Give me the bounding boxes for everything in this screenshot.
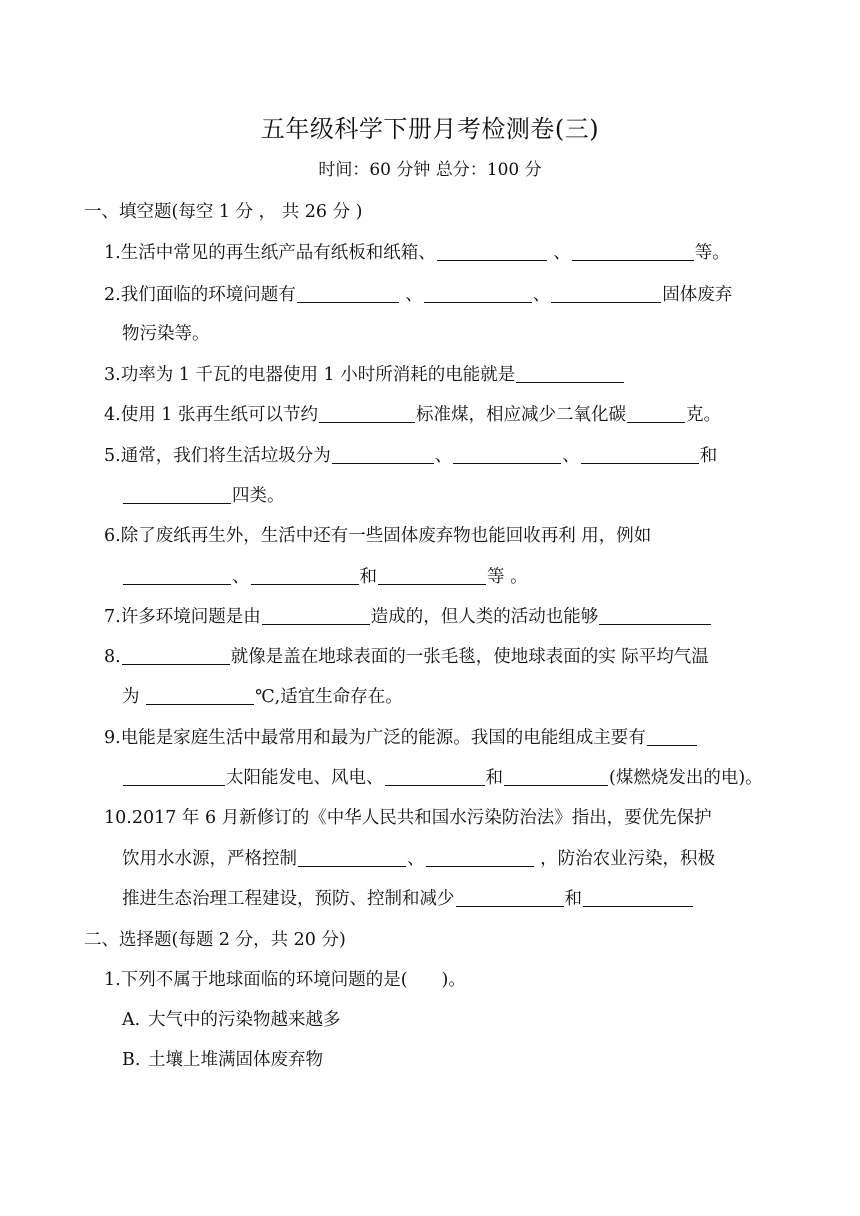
- answer-blank[interactable]: [123, 564, 231, 585]
- question-5: 5.通常，我们将生活垃圾分为 、 、 和: [104, 442, 717, 470]
- answer-blank[interactable]: [599, 604, 711, 625]
- answer-blank[interactable]: [123, 765, 225, 786]
- answer-blank[interactable]: [332, 443, 434, 464]
- answer-blank[interactable]: [647, 725, 697, 746]
- exam-info: 时间：60 分钟 总分：100 分: [318, 160, 542, 180]
- section-heading-fill-blank: 一、填空题(每空 1 分 ， 共 26 分 ): [84, 202, 363, 222]
- question-7: 7.许多环境问题是由 造成的，但人类的活动也能够: [104, 603, 712, 631]
- question-9: 9.电能是家庭生活中最常用和最为广泛的能源。我国的电能组成主要有: [104, 724, 698, 752]
- answer-blank[interactable]: [437, 240, 547, 261]
- answer-blank[interactable]: [572, 240, 694, 261]
- choice-question-1: 1.下列不属于地球面临的环境问题的是( )。: [104, 970, 466, 990]
- answer-blank[interactable]: [262, 604, 370, 625]
- question-10-continued-1: 饮用水水源，严格控制 、 ，防治农业污染，积极: [122, 845, 715, 873]
- answer-blank[interactable]: [122, 644, 230, 665]
- answer-blank[interactable]: [424, 282, 532, 303]
- answer-blank[interactable]: [251, 564, 359, 585]
- page-title: 五年级科学下册月考检测卷(三): [260, 115, 600, 143]
- option-b[interactable]: B. 土壤上堆满固体废弃物: [122, 1050, 323, 1070]
- answer-blank[interactable]: [627, 402, 685, 423]
- question-2-continued: 物污染等。: [122, 324, 210, 344]
- question-6-continued: 、 和 等 。: [122, 563, 528, 591]
- answer-blank[interactable]: [516, 362, 624, 383]
- question-3: 3.功率为 1 千瓦的电器使用 1 小时所消耗的电能就是: [104, 361, 625, 389]
- answer-blank[interactable]: [581, 443, 699, 464]
- question-10-continued-2: 推进生态治理工程建设，预防、控制和减少 和: [122, 885, 694, 913]
- answer-blank[interactable]: [453, 443, 561, 464]
- question-1: 1.生活中常见的再生纸产品有纸板和纸箱、 、 等。: [104, 239, 730, 267]
- question-6: 6.除了废纸再生外，生活中还有一些固体废弃物也能回收再利 用，例如: [104, 526, 652, 546]
- answer-blank[interactable]: [385, 765, 485, 786]
- answer-blank[interactable]: [123, 483, 231, 504]
- answer-blank[interactable]: [583, 886, 693, 907]
- question-9-continued: 太阳能发电、风电、 和 (煤燃烧发出的电)。: [122, 764, 763, 792]
- question-2: 2.我们面临的环境问题有 、 、 固体废弃: [104, 281, 732, 309]
- answer-blank[interactable]: [297, 282, 399, 303]
- option-a[interactable]: A. 大气中的污染物越来越多: [122, 1010, 341, 1030]
- answer-blank[interactable]: [378, 564, 486, 585]
- answer-blank[interactable]: [298, 846, 406, 867]
- question-8: 8. 就像是盖在地球表面的一张毛毯，使地球表面的实 际平均气温: [104, 643, 709, 671]
- answer-blank[interactable]: [456, 886, 564, 907]
- question-8-continued: 为 ℃,适宜生命存在。: [122, 683, 403, 711]
- answer-blank[interactable]: [426, 846, 534, 867]
- answer-blank[interactable]: [504, 765, 608, 786]
- answer-blank[interactable]: [551, 282, 661, 303]
- answer-blank[interactable]: [146, 684, 254, 705]
- question-5-continued: 四类。: [122, 482, 285, 510]
- question-4: 4.使用 1 张再生纸可以节约 标准煤，相应减少二氧化碳 克。: [104, 401, 721, 429]
- section-heading-multiple-choice: 二、选择题(每题 2 分，共 20 分): [84, 930, 346, 950]
- question-10: 10.2017 年 6 月新修订的《中华人民共和国水污染防治法》指出，要优先保护: [104, 808, 712, 828]
- answer-blank[interactable]: [319, 402, 415, 423]
